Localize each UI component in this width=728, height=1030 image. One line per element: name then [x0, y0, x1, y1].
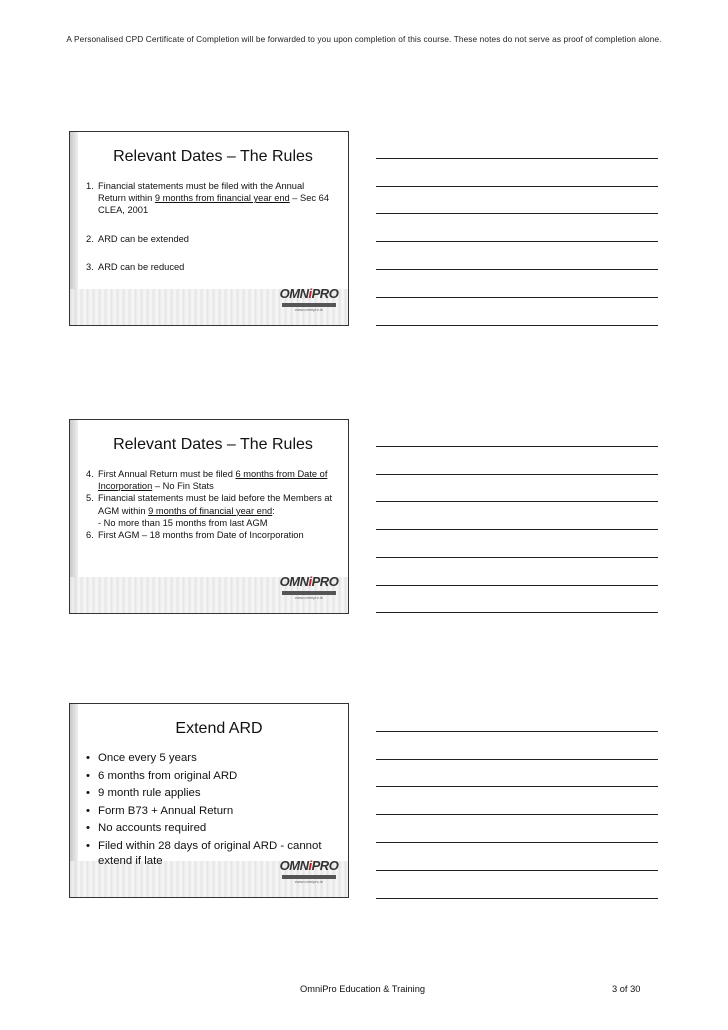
- page-number: 3 of 30: [612, 984, 641, 994]
- list-item: 4. First Annual Return must be filed 6 months from Date of Incorporation – No Fin Stats: [86, 469, 328, 492]
- note-line: [376, 474, 658, 475]
- omnipro-logo: OMNiPRO www.omnipro.ie: [279, 286, 339, 312]
- slide-title: Relevant Dates – The Rules: [113, 148, 313, 165]
- note-line: [376, 297, 658, 298]
- note-line: [376, 814, 658, 815]
- note-line: [376, 842, 658, 843]
- note-line: [376, 898, 658, 899]
- list-item: 3. ARD can be reduced: [86, 261, 185, 272]
- note-line: [376, 501, 658, 502]
- list-item: • Filed within 28 days of original ARD - cannot extend if late: [86, 839, 322, 867]
- list-item: 5. Financial statements must be laid before the Members at AGM within 9 months of financial year end: - No more than 15 months from last AGM: [86, 493, 333, 528]
- footer-title: OmniPro Education & Training: [300, 984, 426, 994]
- slide-body: [86, 750, 328, 869]
- note-line: [376, 786, 658, 787]
- note-line: [376, 213, 658, 214]
- note-line: [376, 241, 658, 242]
- list-item: • 9 month rule applies: [86, 787, 201, 800]
- note-line: [376, 325, 658, 326]
- certificate-notice: A Personalised CPD Certificate of Completion will be forwarded to you upon completion of this course. These notes do not serve as proof of completion alone.: [66, 34, 662, 44]
- list-item: 6. First AGM – 18 months from Date of Incorporation: [86, 530, 304, 541]
- list-item: • Once every 5 years: [86, 752, 197, 764]
- note-line: [376, 585, 658, 586]
- slide-body: [86, 180, 334, 273]
- slide-2: [69, 419, 349, 614]
- note-line: [376, 186, 658, 187]
- note-line: [376, 529, 658, 530]
- note-line: [376, 612, 658, 613]
- list-item: 2. ARD can be extended: [86, 233, 189, 244]
- list-item: • No accounts required: [86, 822, 207, 835]
- omnipro-logo: OMNiPRO www.omnipro.ie: [279, 574, 339, 600]
- note-line: [376, 269, 658, 270]
- omnipro-logo: OMNiPRO www.omnipro.ie: [279, 858, 339, 884]
- list-item: 1. Financial statements must be filed with the Annual Return within 9 months from financial year end – Sec 64 CLEA, 2001: [86, 181, 329, 216]
- slide-title: Extend ARD: [175, 720, 263, 737]
- slide-body: [86, 468, 334, 541]
- note-line: [376, 158, 658, 159]
- list-item: • Form B73 + Annual Return: [86, 804, 234, 817]
- slide-title: Relevant Dates – The Rules: [113, 436, 313, 453]
- note-line: [376, 870, 658, 871]
- note-line: [376, 759, 658, 760]
- slide-1: [69, 131, 349, 326]
- note-line: [376, 446, 658, 447]
- slide-3: [69, 703, 349, 898]
- note-line: [376, 557, 658, 558]
- note-line: [376, 731, 658, 732]
- list-item: • 6 months from original ARD: [86, 769, 238, 782]
